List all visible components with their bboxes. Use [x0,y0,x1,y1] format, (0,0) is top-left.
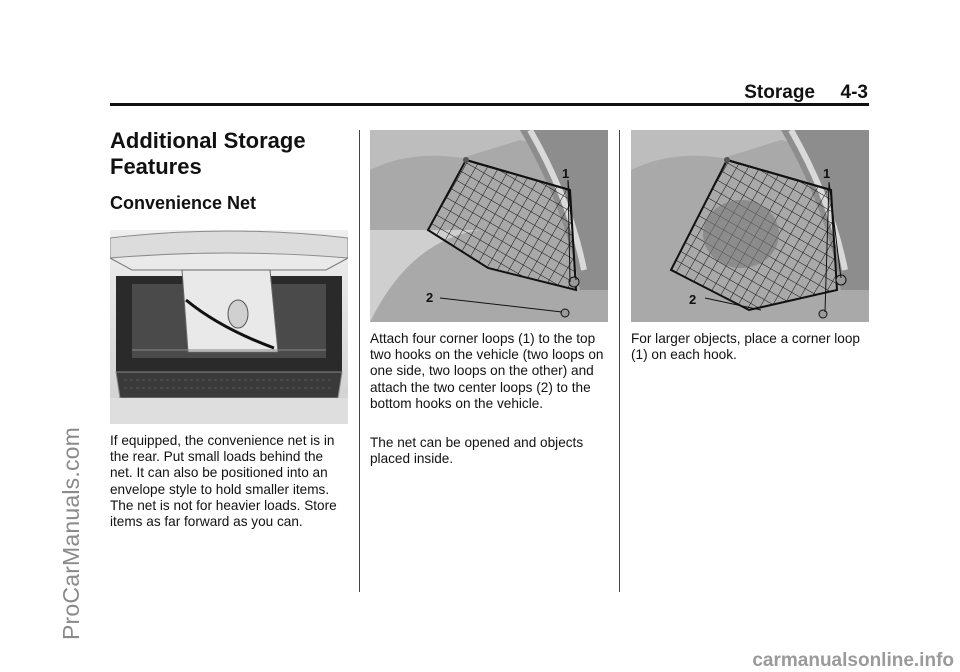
section-heading: Additional Storage Features [110,128,306,179]
net-large-objects-illustration [631,130,869,322]
net-hook-installation-illustration [370,130,608,322]
subsection-heading: Convenience Net [110,193,257,213]
column-divider-1 [359,130,360,592]
header-section-title: Storage [744,82,815,103]
body-text-left: If equipped, the convenience net is in the rear. Put small loads behind the net. It can also be positioned into an envelope style to hold smaller items. The net is not for heavier loads. Store items as far forward as you can. [110,433,337,530]
watermark-side: ProCarManuals.com [58,426,84,640]
watermark-bottom: carmanualsonline.info [752,650,954,671]
callout-2-right: 2 [689,292,697,307]
header-rule [110,103,869,106]
column-divider-2 [619,130,620,592]
callout-1-right: 1 [823,166,831,181]
callout-1-middle: 1 [562,166,570,181]
header-page-number: 4-3 [840,82,868,103]
body-text-middle-1: Attach four corner loops (1) to the top two hooks on the vehicle (two loops on one side, two loops on the other) and attach the two center loops (2) to the bottom hooks on the vehicle. [370,331,604,411]
body-text-right: For larger objects, place a corner loop (1) on each hook. [631,331,860,363]
callout-2-middle: 2 [426,290,434,305]
trunk-net-illustration [110,230,348,424]
body-text-middle-2: The net can be opened and objects placed inside. [370,435,584,467]
